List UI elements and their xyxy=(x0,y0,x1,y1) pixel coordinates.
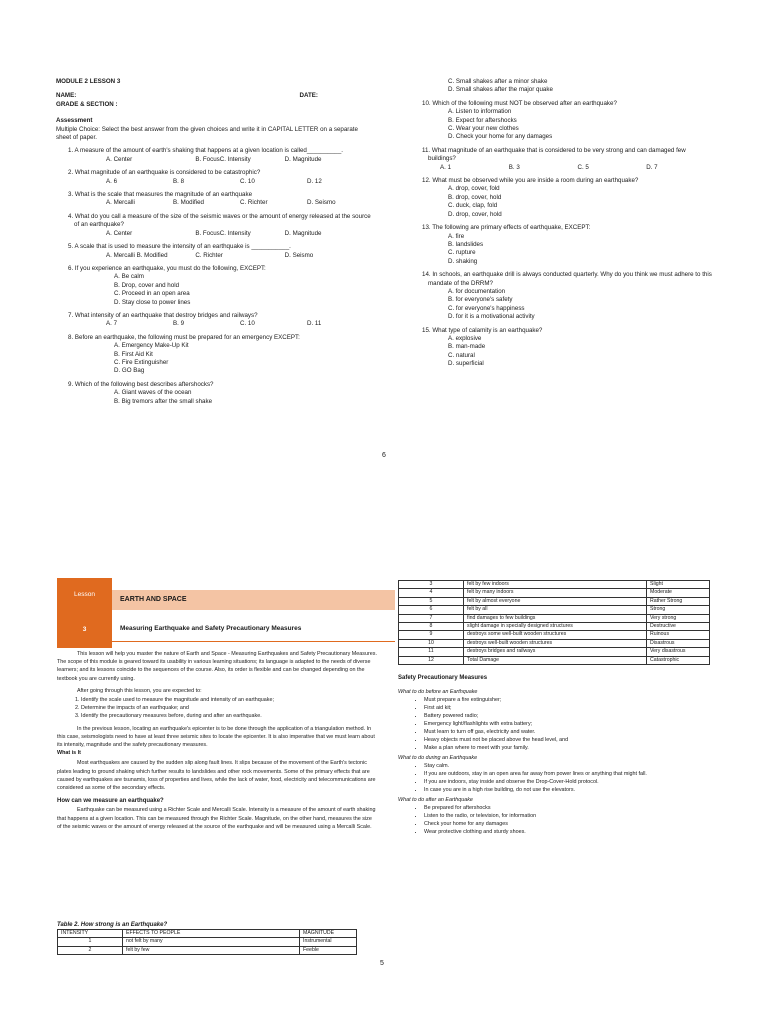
option: C. Fire Extinguisher xyxy=(114,358,169,366)
cell-magnitude: Feeble xyxy=(300,946,357,954)
question xyxy=(56,213,374,238)
list-item: • First aid kit; xyxy=(424,704,713,712)
option: D. drop, cover, hold xyxy=(448,210,502,218)
question xyxy=(56,265,374,307)
objectives-list xyxy=(57,696,377,721)
intensity-table-continued xyxy=(398,580,710,665)
table-row xyxy=(399,639,710,647)
option: B. 9 xyxy=(173,320,185,328)
option: D. 12 xyxy=(307,177,322,185)
left-column xyxy=(56,78,374,406)
question-stem: 11. What magnitude of an earthquake that is considered to be very strong and can damaged few buildings? xyxy=(422,146,686,163)
list-item: • Emergency light/flashlights with extra battery; xyxy=(424,720,713,728)
question-stem: 3. What is the scale that measures the magnitude of an earthquake xyxy=(68,191,253,199)
lesson-body xyxy=(57,650,377,835)
option: A. for documentation xyxy=(448,287,506,295)
options xyxy=(56,156,374,164)
right-column xyxy=(410,78,715,369)
cell-intensity: 9 xyxy=(399,631,464,639)
list-item: • Must prepare a fire extinguisher; xyxy=(424,696,713,704)
intensity-table-start xyxy=(57,929,357,955)
list-item: • Battery powered radio; xyxy=(424,712,713,720)
question-stem: 15. What type of calamity is an earthquake? xyxy=(422,326,543,334)
list-item: • Check your home for any damages xyxy=(424,820,713,828)
cell-magnitude: Slight xyxy=(647,581,710,589)
question xyxy=(410,327,715,369)
option: A. fire xyxy=(448,232,465,240)
option: D. Small shakes after the major quake xyxy=(448,86,553,94)
lesson-badge xyxy=(57,578,112,648)
page-number: 5 xyxy=(380,960,384,967)
cell-intensity: 8 xyxy=(399,623,464,631)
header-magnitude: MAGNITUDE xyxy=(300,930,357,938)
options xyxy=(56,230,374,238)
question-stem: 6. If you experience an earthquake, you must do the following, EXCEPT: xyxy=(68,264,266,272)
lesson-number: 3 xyxy=(82,626,87,633)
cell-effects: felt by all xyxy=(464,606,647,614)
safety-heading: Safety Precautionary Measures xyxy=(398,675,488,681)
option: A. Center xyxy=(106,229,133,237)
before-heading: What to do before an Earthquake xyxy=(398,689,478,695)
q9-continued xyxy=(410,78,715,95)
option: C. 10 xyxy=(240,177,255,185)
option: A. Mercalli xyxy=(106,199,135,207)
question-stem: 1. A measure of the amount of earth's shaking that happens at a given location is called__________. xyxy=(68,147,343,155)
list-item: • Stay calm. xyxy=(424,762,713,770)
cell-intensity: 12 xyxy=(399,656,464,664)
question-stem: 2. What magnitude of an earthquake is considered to be catastrophic? xyxy=(68,169,261,177)
option: A. Giant waves of the ocean xyxy=(114,389,192,397)
option: C. Small shakes after a minor shake xyxy=(448,78,548,85)
cell-magnitude: Instrumental xyxy=(300,938,357,946)
option: D. GO Bag xyxy=(114,367,145,375)
list-item: • Be prepared for aftershocks xyxy=(424,804,713,812)
page-number: 6 xyxy=(382,452,386,459)
cell-effects: felt by few indoors xyxy=(464,581,647,589)
cell-effects: Total Damage xyxy=(464,656,647,664)
question xyxy=(56,381,374,406)
table-row xyxy=(58,938,357,946)
worksheet-page-6 xyxy=(0,0,768,500)
table-row xyxy=(399,589,710,597)
option: A. drop, cover, fold xyxy=(448,185,500,193)
options xyxy=(56,252,374,260)
option: C. 5 xyxy=(577,163,589,171)
cell-intensity: 1 xyxy=(58,938,123,946)
cell-intensity: 5 xyxy=(399,597,464,605)
question xyxy=(410,147,715,172)
option: D. Stay close to power lines xyxy=(114,298,191,306)
previous-paragraph: In the previous lesson, locating an earthquake's epicenter is to be done through the application of a triangulation method. In this case, seismologists need to have at least three seismic sites to locate the epicenter. It is also imperative that we must learn about its intensity, magnitude and the safety precautionary measures. xyxy=(57,725,375,749)
before-list xyxy=(398,696,713,752)
cell-effects: destroys well-built wooden structures xyxy=(464,639,647,647)
option: D. superficial xyxy=(448,360,484,368)
question xyxy=(56,147,374,164)
header-intensity: INTENSITY xyxy=(58,930,123,938)
list-item: • If you are indoors, stay inside and observe the Drop-Cover-Hold protocol. xyxy=(424,778,713,786)
table-row xyxy=(399,648,710,656)
during-heading: What to do during an Earthquake xyxy=(398,755,478,761)
options xyxy=(410,164,715,172)
list-item: • In case you are in a high rise building, do not use the elevators. xyxy=(424,786,713,794)
body-paragraph-1: Most earthquakes are caused by the sudden slip along fault lines. It slips because of the movement of the Earth's tectonic plates leading to ground shaking which further results to landslides and other rock movements. Some of the primary effects that are caused by earthquakes are tsunamis, loss of properties and lives, while the lack of water, food, electricity and telecommunications are considered as some of the secondary effects. xyxy=(57,760,376,792)
question-stem: 10. Which of the following must NOT be observed after an earthquake? xyxy=(422,99,617,107)
question-stem: 14. In schools, an earthquake drill is always conducted quarterly. Why do you think we must adhere to this mandate of the DRRM? xyxy=(422,271,712,287)
table-title: Table 2. How strong is an Earthquake? xyxy=(57,922,168,928)
option: D. shaking xyxy=(448,257,478,265)
question xyxy=(56,243,374,260)
cell-effects: felt by many indoors xyxy=(464,589,647,597)
cell-magnitude: Ruinous xyxy=(647,631,710,639)
option: C. natural xyxy=(448,351,475,359)
objective: 1. Identify the scale used to measure the magnitude and intensity of an earthquake; xyxy=(75,697,274,704)
option: A. 1 xyxy=(440,163,452,171)
option: D. Check your home for any damages xyxy=(448,133,553,141)
after-list xyxy=(398,804,713,836)
table-row xyxy=(58,946,357,954)
question-stem: 4. What do you call a measure of the size of the seismic waves or the amount of energy released at the source of an earthquake? xyxy=(68,212,371,229)
option: C. Richter xyxy=(240,199,268,207)
table-row xyxy=(399,597,710,605)
list-item: • Must learn to turn off gas, electricity and water. xyxy=(424,728,713,736)
option: A. Emergency Make-Up Kit xyxy=(114,342,189,350)
options xyxy=(56,342,374,376)
cell-effects: slight damage in specially designed structures xyxy=(464,623,647,631)
table-row xyxy=(399,606,710,614)
cell-magnitude: Strong xyxy=(647,606,710,614)
table-row xyxy=(399,581,710,589)
option: D. Seismo xyxy=(284,251,314,259)
option: A. Mercalli B. Modified xyxy=(106,251,168,259)
option: A. explosive xyxy=(448,334,482,342)
option: A. Listen to information xyxy=(448,108,512,116)
cell-magnitude: Catastrophic xyxy=(647,656,710,664)
during-list xyxy=(398,762,713,794)
questions-left xyxy=(56,147,374,406)
after-heading: What to do after an Earthquake xyxy=(398,797,473,803)
option: B. Expect for aftershocks xyxy=(448,116,517,124)
objective: 2. Determine the impacts of an earthquake; and xyxy=(75,705,189,712)
option: D. 11 xyxy=(307,320,322,328)
questions-right xyxy=(410,100,715,369)
options xyxy=(410,185,715,219)
option: B. Drop, cover and hold xyxy=(114,281,180,289)
option: B. landslides xyxy=(448,240,484,248)
cell-effects: felt by few xyxy=(123,946,300,954)
question-stem: 12. What must be observed while you are inside a room during an earthquake? xyxy=(422,177,639,185)
cell-effects: destroys some well-built wooden structures xyxy=(464,631,647,639)
options xyxy=(56,320,374,328)
cell-intensity: 6 xyxy=(399,606,464,614)
safety-section xyxy=(398,674,713,836)
option: C. 10 xyxy=(240,320,255,328)
question xyxy=(410,224,715,266)
list-item: • Heavy objects must not be placed above the head level, and xyxy=(424,736,713,744)
option: C. rupture xyxy=(448,249,476,257)
cell-magnitude: Rather Strong xyxy=(647,597,710,605)
what-is-it-heading: What is It xyxy=(57,750,81,757)
options xyxy=(56,273,374,307)
option: B. 3 xyxy=(508,163,520,171)
question-stem: 7. What intensity of an earthquake that destroy bridges and railways? xyxy=(68,311,258,319)
cell-magnitude: Very disastrous xyxy=(647,648,710,656)
option: D. Seismo xyxy=(307,199,336,207)
option: D. 7 xyxy=(646,163,658,171)
header-effects: EFFECTS TO PEOPLE xyxy=(123,930,300,938)
option: B. for everyone's safety xyxy=(448,296,513,304)
cell-intensity: 10 xyxy=(399,639,464,647)
date-label: DATE: xyxy=(299,92,318,100)
option: B. 8 xyxy=(173,177,185,185)
cell-magnitude: Moderate xyxy=(647,589,710,597)
option: D. Magnitude xyxy=(284,155,322,163)
question xyxy=(56,312,374,329)
lesson-title: Measuring Earthquake and Safety Precautionary Measures xyxy=(112,616,395,642)
options xyxy=(410,288,715,322)
question xyxy=(410,177,715,219)
option: A. 6 xyxy=(106,177,118,185)
question xyxy=(56,169,374,186)
objective: 3. Identify the precautionary measures before, during and after an earthquake. xyxy=(75,713,262,720)
question-stem: 5. A scale that is used to measure the intensity of an earthquake is ___________. xyxy=(68,243,291,251)
assessment-heading: Assessment xyxy=(56,117,93,125)
question-stem: 9. Which of the following best describes aftershocks? xyxy=(68,380,214,388)
option: A. 7 xyxy=(106,320,118,328)
question xyxy=(56,334,374,376)
option: B. FocusC. Intensity xyxy=(195,229,251,237)
unit-title: EARTH AND SPACE xyxy=(112,590,395,610)
option: B. Big tremors after the small shake xyxy=(114,397,213,405)
cell-effects: felt by almost everyone xyxy=(464,597,647,605)
cell-intensity: 2 xyxy=(58,946,123,954)
table-header-row xyxy=(58,930,357,938)
option: A. Center xyxy=(106,155,133,163)
cell-magnitude: Very strong xyxy=(647,614,710,622)
option: D. for it is a motivational activity xyxy=(448,313,535,321)
cell-intensity: 7 xyxy=(399,614,464,622)
option: B. First Aid Kit xyxy=(114,350,153,358)
cell-intensity: 4 xyxy=(399,589,464,597)
cell-magnitude: Destructive xyxy=(647,623,710,631)
option: D. Magnitude xyxy=(284,229,322,237)
table-row xyxy=(399,656,710,664)
options xyxy=(410,108,715,142)
option: B. FocusC. Intensity xyxy=(195,155,251,163)
grade-label: GRADE & SECTION : xyxy=(56,100,118,108)
name-label: NAME: xyxy=(56,92,77,100)
list-item: • Make a plan where to meet with your family. xyxy=(424,744,713,752)
list-item: • If you are outdoors, stay in an open area far away from power lines or anything that might fall. xyxy=(424,770,713,778)
question-stem: 13. The following are primary effects of earthquake, EXCEPT: xyxy=(422,224,591,232)
option: C. Richter xyxy=(195,251,223,259)
option: A. Be calm xyxy=(114,273,144,281)
lesson-page-5 xyxy=(0,560,768,1024)
table-row xyxy=(399,623,710,631)
cell-effects: find damages to few buildings xyxy=(464,614,647,622)
cell-effects: destroys bridges and railways xyxy=(464,648,647,656)
cell-intensity: 3 xyxy=(399,581,464,589)
options xyxy=(410,335,715,369)
option: C. Wear your new clothes xyxy=(448,125,519,133)
how-heading: How can we measure an earthquake? xyxy=(57,798,164,805)
question-stem: 8. Before an earthquake, the following must be prepared for an emergency EXCEPT: xyxy=(68,333,300,341)
option: C. duck, clap, fold xyxy=(448,202,498,210)
question xyxy=(410,271,715,321)
intro-paragraph: This lesson will help you master the nature of Earth and Space - Measuring Earthquakes and Safety Precautionary Measures. The scope of this module is geared toward its usability in various learning situations; its language is adapted to the needs of diverse learners; and its lessons coincide to the sequences of the course. Also, its order is flexible and can be changed depending on the textbook you are currently using. xyxy=(57,651,377,682)
option: C. for everyone's happiness xyxy=(448,304,525,312)
cell-magnitude: Disastrous xyxy=(647,639,710,647)
lesson-label: Lesson xyxy=(74,591,95,598)
instructions: Multiple Choice: Select the best answer from the given choices and write it in CAPITAL LETTER on a separate sheet of paper. xyxy=(56,125,358,142)
module-title: MODULE 2 LESSON 3 xyxy=(56,78,121,85)
options xyxy=(56,199,374,207)
cell-effects: not felt by many xyxy=(123,938,300,946)
option: B. man-made xyxy=(448,343,486,351)
options xyxy=(56,178,374,186)
after-going-text: After going through this lesson, you are expected to: xyxy=(77,687,202,694)
lesson-header xyxy=(57,578,395,648)
question xyxy=(410,100,715,142)
options xyxy=(410,233,715,267)
question xyxy=(56,191,374,208)
cell-intensity: 11 xyxy=(399,648,464,656)
list-item: • Listen to the radio, or television, for information xyxy=(424,812,713,820)
option: B. drop, cover, hold xyxy=(448,193,502,201)
option: C. Proceed in an open area xyxy=(114,290,190,298)
list-item: • Wear protective clothing and sturdy shoes. xyxy=(424,828,713,836)
options xyxy=(56,389,374,406)
body-paragraph-2: Earthquake can be measured using a Richter Scale and Mercalli Scale. Intensity is a measure of the amount of earth shaking that happens at a given location. This can be measured through the Richter Scale. Magnitude, on the other hand, measures the size of the seismic waves or the amount of energy released at the source of the earthquake and will be measured using a Mercalli Scale. xyxy=(57,807,376,830)
table-row xyxy=(399,631,710,639)
option: B. Modified xyxy=(173,199,204,207)
table-row xyxy=(399,614,710,622)
